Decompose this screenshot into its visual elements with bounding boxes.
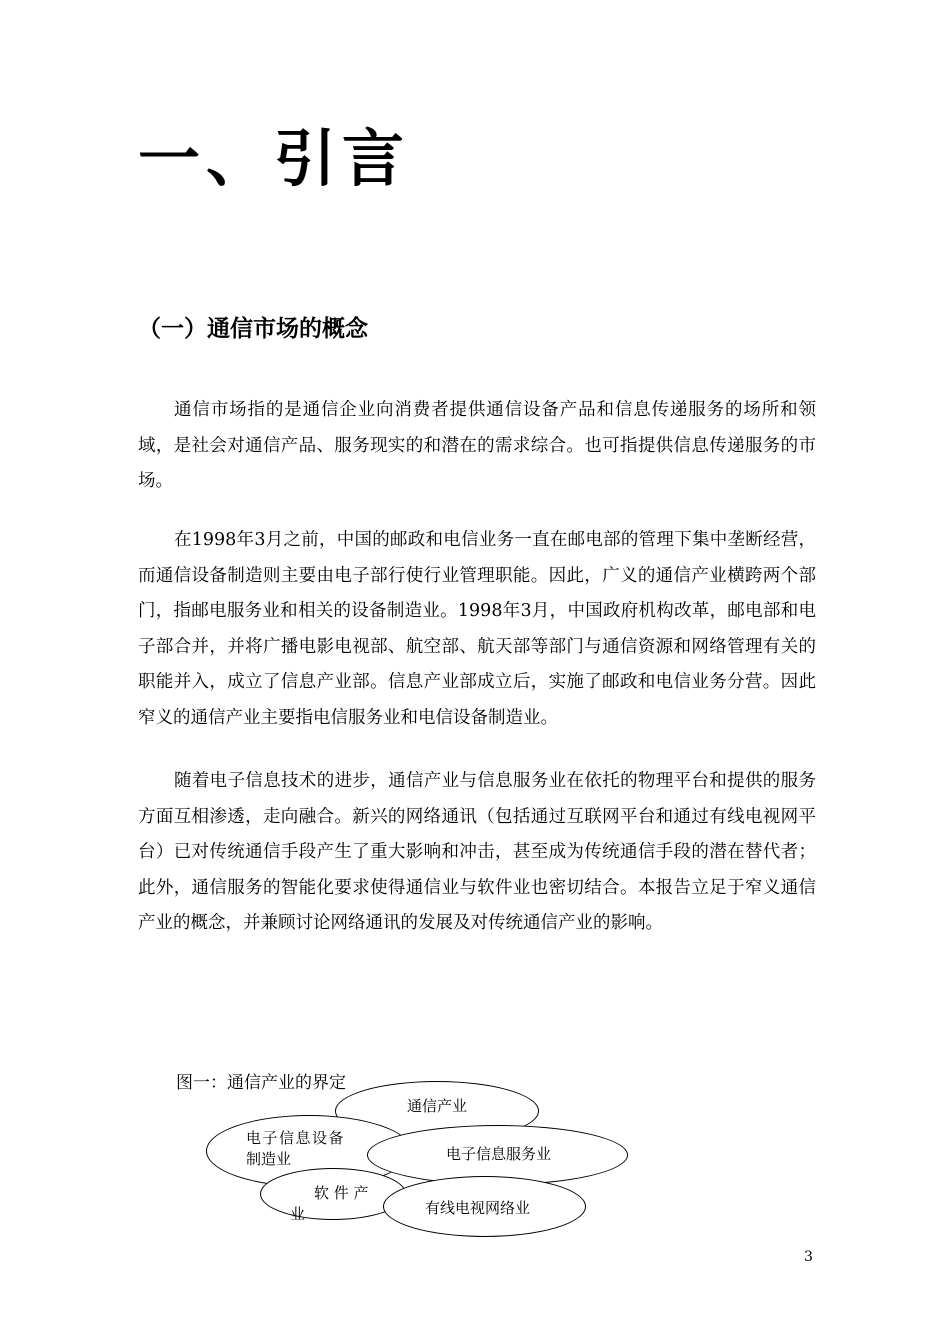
label-software-line2: 业 — [290, 1205, 306, 1223]
page-number: 3 — [804, 1249, 813, 1265]
label-software-line1: 软 件 产 — [314, 1184, 369, 1202]
label-equipment-line2: 制造业 — [246, 1150, 292, 1168]
label-cable-tv-network: 有线电视网络业 — [425, 1199, 531, 1217]
paragraph-history: 在1998年3月之前，中国的邮政和电信业务一直在邮电部的管理下集中垄断经营，而通信设备制造则主要由电子部行使行业管理职能。因此，广义的通信产业横跨两个部门，指邮电服务业和相关的设备制造业。1998年3月，中国政府机构改革，邮电部和电子部合并，并将广播电影电视部、航空部、航天部等部门与通信资源和网络管理有关的职能并入，成立了信息产业部。信息产业部成立后，实施了邮政和电信业务分营。因此窄义的通信产业主要指电信服务业和电信设备制造业。 — [138, 530, 816, 728]
label-information-services: 电子信息服务业 — [446, 1145, 552, 1163]
label-telecom-industry: 通信产业 — [407, 1097, 468, 1115]
figure-caption: 图一：通信产业的界定 — [176, 1073, 346, 1093]
label-equipment-line1: 电子信息设备 — [246, 1129, 346, 1147]
section-title: （一）通信市场的概念 — [138, 316, 368, 342]
paragraph-definition: 通信市场指的是通信企业向消费者提供通信设备产品和信息传递服务的场所和领域，是社会对通信产品、服务现实的和潜在的需求综合。也可指提供信息传递服务的市场。 — [138, 400, 816, 492]
paragraph-convergence: 随着电子信息技术的进步，通信产业与信息服务业在依托的物理平台和提供的服务方面互相渗透，走向融合。新兴的网络通讯（包括通过互联网平台和通过有线电视网平台）已对传统通信手段产生了重大影响和冲击，甚至成为传统通信手段的潜在替代者；此外，通信服务的智能化要求使得通信业与软件业也密切结合。本报告立足于窄义通信产业的概念，并兼顾讨论网络通讯的发展及对传统通信产业的影响。 — [138, 771, 816, 934]
chapter-title: 一、引言 — [138, 122, 411, 195]
